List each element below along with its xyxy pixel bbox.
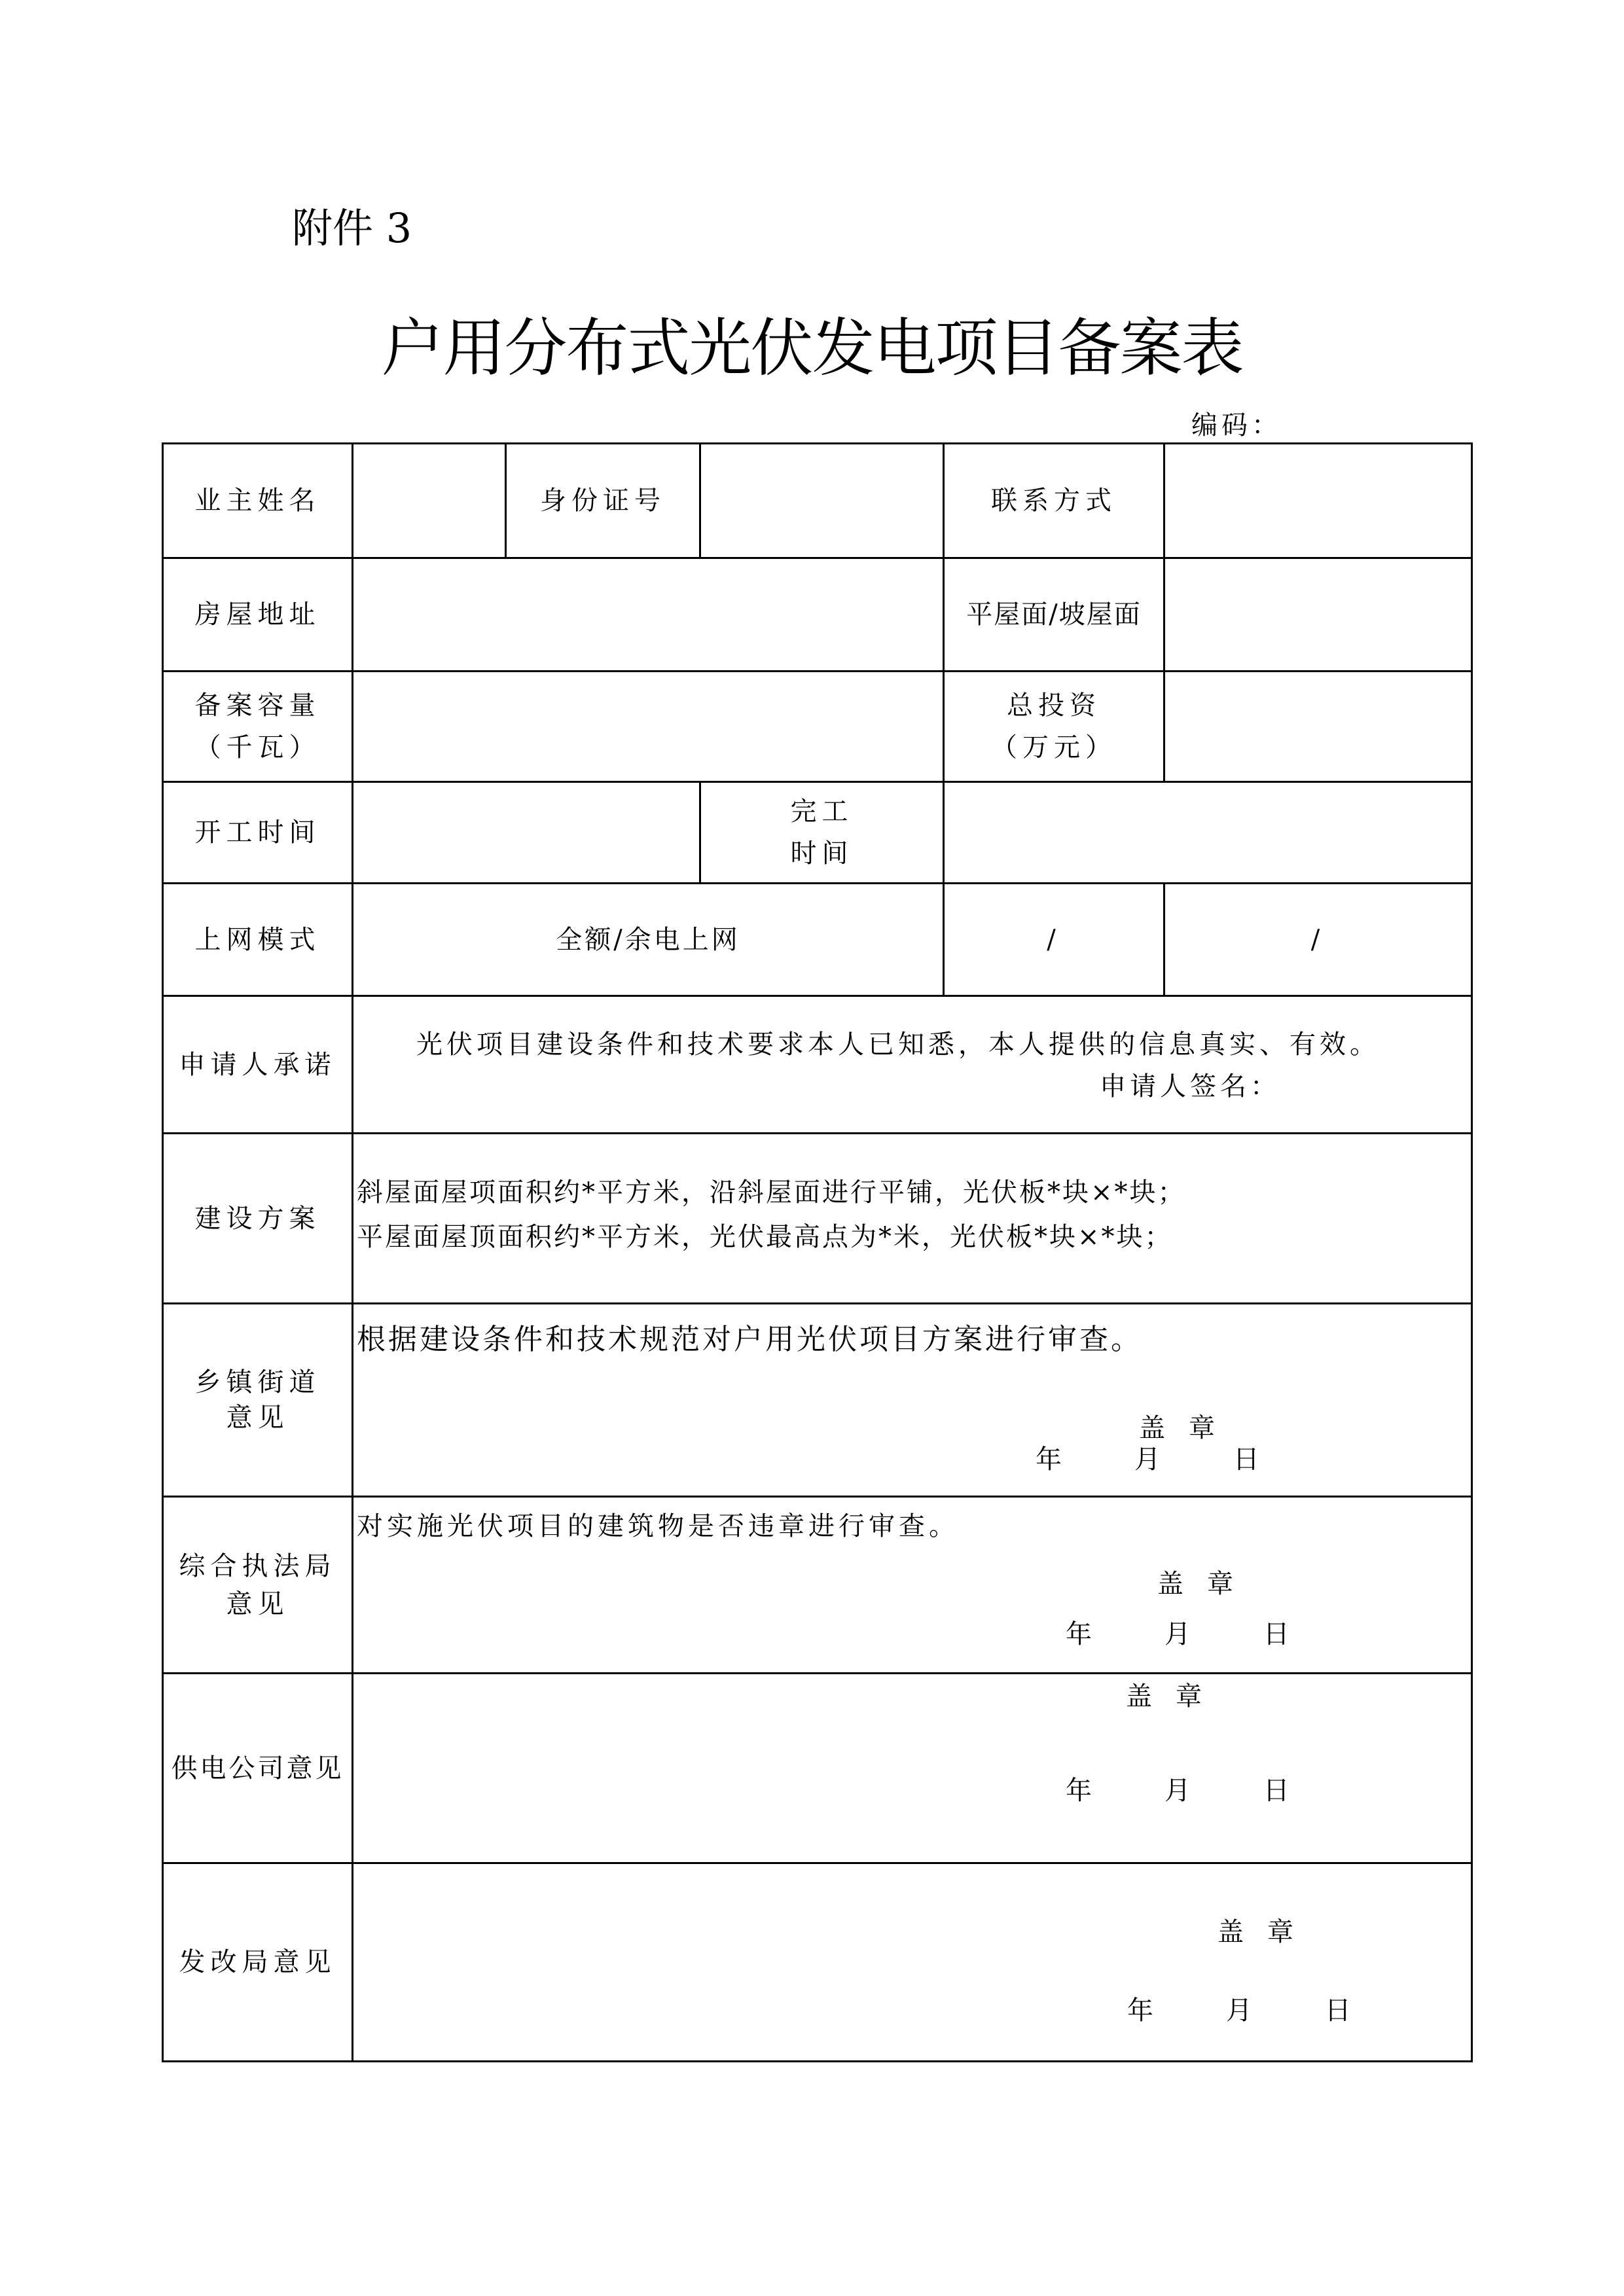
finish-time-field[interactable] <box>945 783 1471 882</box>
capacity-label <box>164 672 352 781</box>
owner-name-label: 业主姓名 <box>194 486 321 516</box>
signature-label: 申请人签名： <box>1100 1071 1280 1102</box>
finish-time-label <box>701 783 943 882</box>
start-time-label: 开工时间 <box>194 817 321 848</box>
id-number-field[interactable] <box>701 444 943 557</box>
plan-line-2: 平屋面屋顶面积约*平方米，光伏最高点为*米，光伏板*块×*块； <box>357 1222 1173 1252</box>
ndrc-seal: 盖章 <box>1218 1917 1317 1947</box>
capacity-field[interactable] <box>353 672 943 781</box>
plan-line-1: 斜屋面屋项面积约*平方米，沿斜屋面进行平铺，光伏板*块×*块； <box>357 1177 1186 1208</box>
code-label: 编码： <box>1191 410 1282 440</box>
signature-field[interactable] <box>1263 1067 1460 1106</box>
investment-field[interactable] <box>1165 672 1471 781</box>
promise-label: 申请人承诺 <box>179 1049 336 1080</box>
page-title: 户用分布式光伏发电项目备案表 <box>381 312 1243 385</box>
row-divider <box>162 1862 1473 1864</box>
slash-cell: / <box>1310 924 1326 955</box>
attachment-label: 附件 3 <box>292 204 412 252</box>
row-divider <box>162 1496 1473 1498</box>
address-label: 房屋地址 <box>194 600 321 630</box>
enforcement-opinion-label <box>164 1498 352 1672</box>
town-opinion-line2: 意见 <box>226 1403 289 1433</box>
enforcement-date: 年 月 日 <box>1066 1619 1297 1649</box>
investment-label-line1: 总投资 <box>1007 691 1101 721</box>
capacity-unit: （千瓦） <box>194 732 321 762</box>
address-field[interactable] <box>353 559 943 670</box>
town-seal: 盖章 <box>1139 1413 1238 1443</box>
power-seal: 盖章 <box>1126 1681 1225 1712</box>
contact-label: 联系方式 <box>991 486 1117 516</box>
id-number-label: 身份证号 <box>540 486 666 516</box>
row-divider <box>162 1672 1473 1674</box>
promise-text: 光伏项目建设条件和技术要求本人已知悉，本人提供的信息真实、有效。 <box>416 1030 1380 1060</box>
enforcement-opinion-line2: 意见 <box>226 1588 289 1619</box>
row-divider <box>162 1302 1473 1304</box>
start-time-field[interactable] <box>353 783 699 882</box>
enforcement-seal: 盖章 <box>1157 1569 1257 1599</box>
finish-time-line1: 完工 <box>790 797 854 827</box>
grid-mode-label: 上网模式 <box>194 924 321 955</box>
capacity-label-line1: 备案容量 <box>194 691 321 721</box>
investment-unit: （万元） <box>991 732 1117 762</box>
grid-mode-value: 全额/余电上网 <box>556 924 740 955</box>
town-opinion-text: 根据建设条件和技术规范对户用光伏项目方案进行审查。 <box>357 1323 1142 1356</box>
slash-cell: / <box>1047 924 1061 955</box>
town-opinion-label <box>164 1304 352 1496</box>
row-divider <box>162 1132 1473 1134</box>
enforcement-opinion-text: 对实施光伏项目的建筑物是否违章进行审查。 <box>357 1511 959 1541</box>
power-company-opinion-label: 供电公司意见 <box>171 1753 344 1784</box>
finish-time-line2: 时间 <box>790 838 854 869</box>
roof-type-label: 平屋面/坡屋面 <box>966 600 1142 630</box>
town-date: 年 月 日 <box>1036 1444 1267 1475</box>
owner-name-field[interactable] <box>353 444 505 557</box>
roof-type-field[interactable] <box>1165 559 1471 670</box>
investment-label <box>945 672 1163 781</box>
table-border-bottom <box>162 2060 1473 2062</box>
plan-label: 建设方案 <box>194 1203 321 1234</box>
enforcement-opinion-line1: 综合执法局 <box>179 1551 336 1581</box>
power-date: 年 月 日 <box>1066 1776 1297 1806</box>
contact-field[interactable] <box>1165 444 1471 557</box>
ndrc-date: 年 月 日 <box>1127 1996 1359 2026</box>
development-reform-opinion-label: 发改局意见 <box>179 1947 336 1977</box>
town-opinion-line1: 乡镇街道 <box>194 1367 321 1397</box>
table-border-right <box>1471 442 1473 2062</box>
row-divider <box>162 995 1473 997</box>
